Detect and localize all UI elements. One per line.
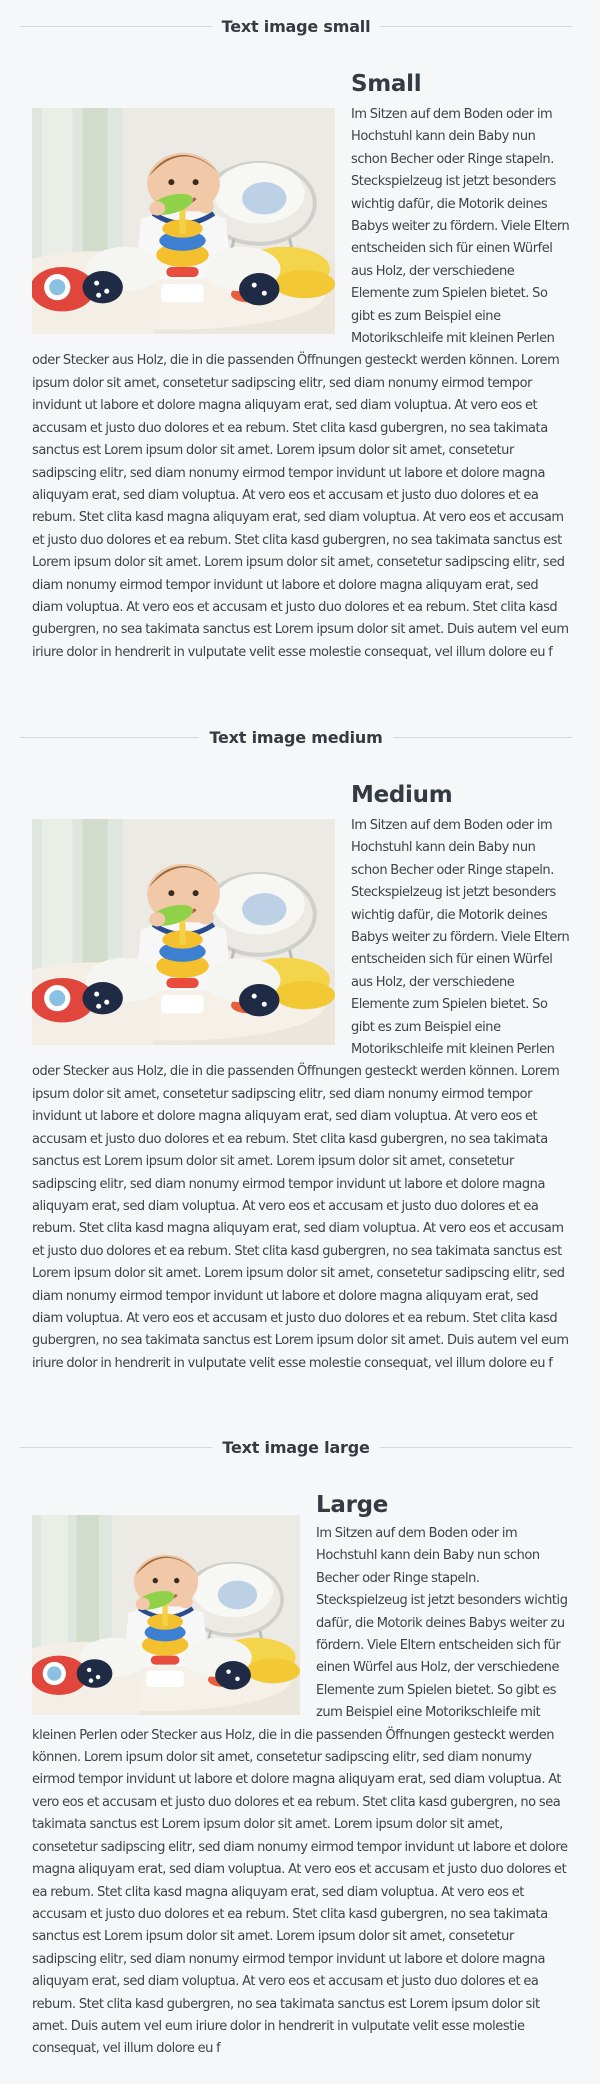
block-title: Small: [351, 71, 422, 97]
section-heading: [20, 723, 572, 751]
block-title: Medium: [351, 782, 453, 808]
heading-rule-right: [380, 1447, 572, 1448]
heading-rule-left: [20, 737, 199, 738]
baby-toy-photo-icon: [32, 819, 335, 1045]
block-body: Im Sitzen auf dem Boden oder im Hochstuhl kann dein Baby nun schon Becher oder Ringe stapeln. Steckspielzeug ist jetzt besonders wichtig dafür, die Motorik deines Babys weiter zu fördern. Viele Eltern entscheiden sich für einen Würfel aus Holz, der verschiedene Elemente zum Spielen bietet. So gibt es zum Beispiel eine Motorikschleife mit kleinen Perlen oder Stecker aus Holz, die in die passenden Öffnungen gesteckt werden können. Lorem ipsum dolor sit amet, consetetur sadipscing elitr, sed diam nonumy eirmod tempor invidunt ut labore et dolore magna aliquyam erat, sed diam voluptua. At vero eos et accusam et justo duo dolores et ea rebum. Stet clita kasd gubergren, no sea takimata sanctus est Lorem ipsum dolor sit amet. Lorem ipsum dolor sit amet, consetetur sadipscing elitr, sed diam nonumy eirmod tempor invidunt ut labore et dolore magna aliquyam erat, sed diam voluptua. At vero eos et accusam et justo duo dolores et ea rebum. Stet clita kasd magna aliquyam erat, sed diam voluptua. At vero eos et accusam et justo duo dolores et ea rebum. Stet clita kasd gubergren, no sea takimata sanctus est Lorem ipsum dolor sit amet. Lorem ipsum dolor sit amet, consetetur sadipscing elitr, sed diam nonumy eirmod tempor invidunt ut labore et dolore magna aliquyam erat, sed diam voluptua. At vero eos et accusam et justo duo dolores et ea rebum. Stet clita kasd gubergren, no sea takimata sanctus est Lorem ipsum dolor sit amet. Duis autem vel eum iriure dolor in hendrerit in vulputate velit esse molestie consequat, vel illum dolore eu f: [32, 1526, 568, 2057]
heading-rule-right: [393, 737, 572, 738]
baby-toy-photo-icon: [32, 108, 335, 334]
section-heading: [20, 12, 572, 40]
block-title: Large: [316, 1492, 389, 1518]
block-body: Im Sitzen auf dem Boden oder im Hochstuhl kann dein Baby nun schon Becher oder Ringe stapeln. Steckspielzeug ist jetzt besonders wichtig dafür, die Motorik deines Babys weiter zu fördern. Viele Eltern entscheiden sich für einen Würfel aus Holz, der verschiedene Elemente zum Spielen bietet. So gibt es zum Beispiel eine Motorikschleife mit kleinen Perlen oder Stecker aus Holz, die in die passenden Öffnungen gesteckt werden können. Lorem ipsum dolor sit amet, consetetur sadipscing elitr, sed diam nonumy eirmod tempor invidunt ut labore et dolore magna aliquyam erat, sed diam voluptua. At vero eos et accusam et justo duo dolores et ea rebum. Stet clita kasd gubergren, no sea takimata sanctus est Lorem ipsum dolor sit amet. Lorem ipsum dolor sit amet, consetetur sadipscing elitr, sed diam nonumy eirmod tempor invidunt ut labore et dolore magna aliquyam erat, sed diam voluptua. At vero eos et accusam et justo duo dolores et ea rebum. Stet clita kasd magna aliquyam erat, sed diam voluptua. At vero eos et accusam et justo duo dolores et ea rebum. Stet clita kasd gubergren, no sea takimata sanctus est Lorem ipsum dolor sit amet. Lorem ipsum dolor sit amet, consetetur sadipscing elitr, sed diam nonumy eirmod tempor invidunt ut labore et dolore magna aliquyam erat, sed diam voluptua. At vero eos et accusam et justo duo dolores et ea rebum. Stet clita kasd gubergren, no sea takimata sanctus est Lorem ipsum dolor sit amet. Duis autem vel eum iriure dolor in hendrerit in vulputate velit esse molestie consequat, vel illum dolore eu f: [32, 818, 570, 1371]
text-image-block: [32, 1489, 570, 2061]
baby-toy-photo-icon: [32, 1515, 300, 1715]
heading-rule-right: [380, 26, 572, 27]
section-heading-label: Text image medium: [209, 727, 383, 747]
text-image-block: [32, 68, 570, 664]
heading-rule-left: [20, 1447, 212, 1448]
section-heading-label: Text image large: [222, 1437, 370, 1457]
section-heading: [20, 1433, 572, 1461]
block-body: Im Sitzen auf dem Boden oder im Hochstuhl kann dein Baby nun schon Becher oder Ringe stapeln. Steckspielzeug ist jetzt besonders wichtig dafür, die Motorik deines Babys weiter zu fördern. Viele Eltern entscheiden sich für einen Würfel aus Holz, der verschiedene Elemente zum Spielen bietet. So gibt es zum Beispiel eine Motorikschleife mit kleinen Perlen oder Stecker aus Holz, die in die passenden Öffnungen gesteckt werden können. Lorem ipsum dolor sit amet, consetetur sadipscing elitr, sed diam nonumy eirmod tempor invidunt ut labore et dolore magna aliquyam erat, sed diam voluptua. At vero eos et accusam et justo duo dolores et ea rebum. Stet clita kasd gubergren, no sea takimata sanctus est Lorem ipsum dolor sit amet. Lorem ipsum dolor sit amet, consetetur sadipscing elitr, sed diam nonumy eirmod tempor invidunt ut labore et dolore magna aliquyam erat, sed diam voluptua. At vero eos et accusam et justo duo dolores et ea rebum. Stet clita kasd magna aliquyam erat, sed diam voluptua. At vero eos et accusam et justo duo dolores et ea rebum. Stet clita kasd gubergren, no sea takimata sanctus est Lorem ipsum dolor sit amet. Lorem ipsum dolor sit amet, consetetur sadipscing elitr, sed diam nonumy eirmod tempor invidunt ut labore et dolore magna aliquyam erat, sed diam voluptua. At vero eos et accusam et justo duo dolores et ea rebum. Stet clita kasd gubergren, no sea takimata sanctus est Lorem ipsum dolor sit amet. Duis autem vel eum iriure dolor in hendrerit in vulputate velit esse molestie consequat, vel illum dolore eu f: [32, 107, 570, 660]
section-heading-label: Text image small: [221, 16, 371, 36]
heading-rule-left: [20, 26, 212, 27]
text-image-block: [32, 779, 570, 1375]
